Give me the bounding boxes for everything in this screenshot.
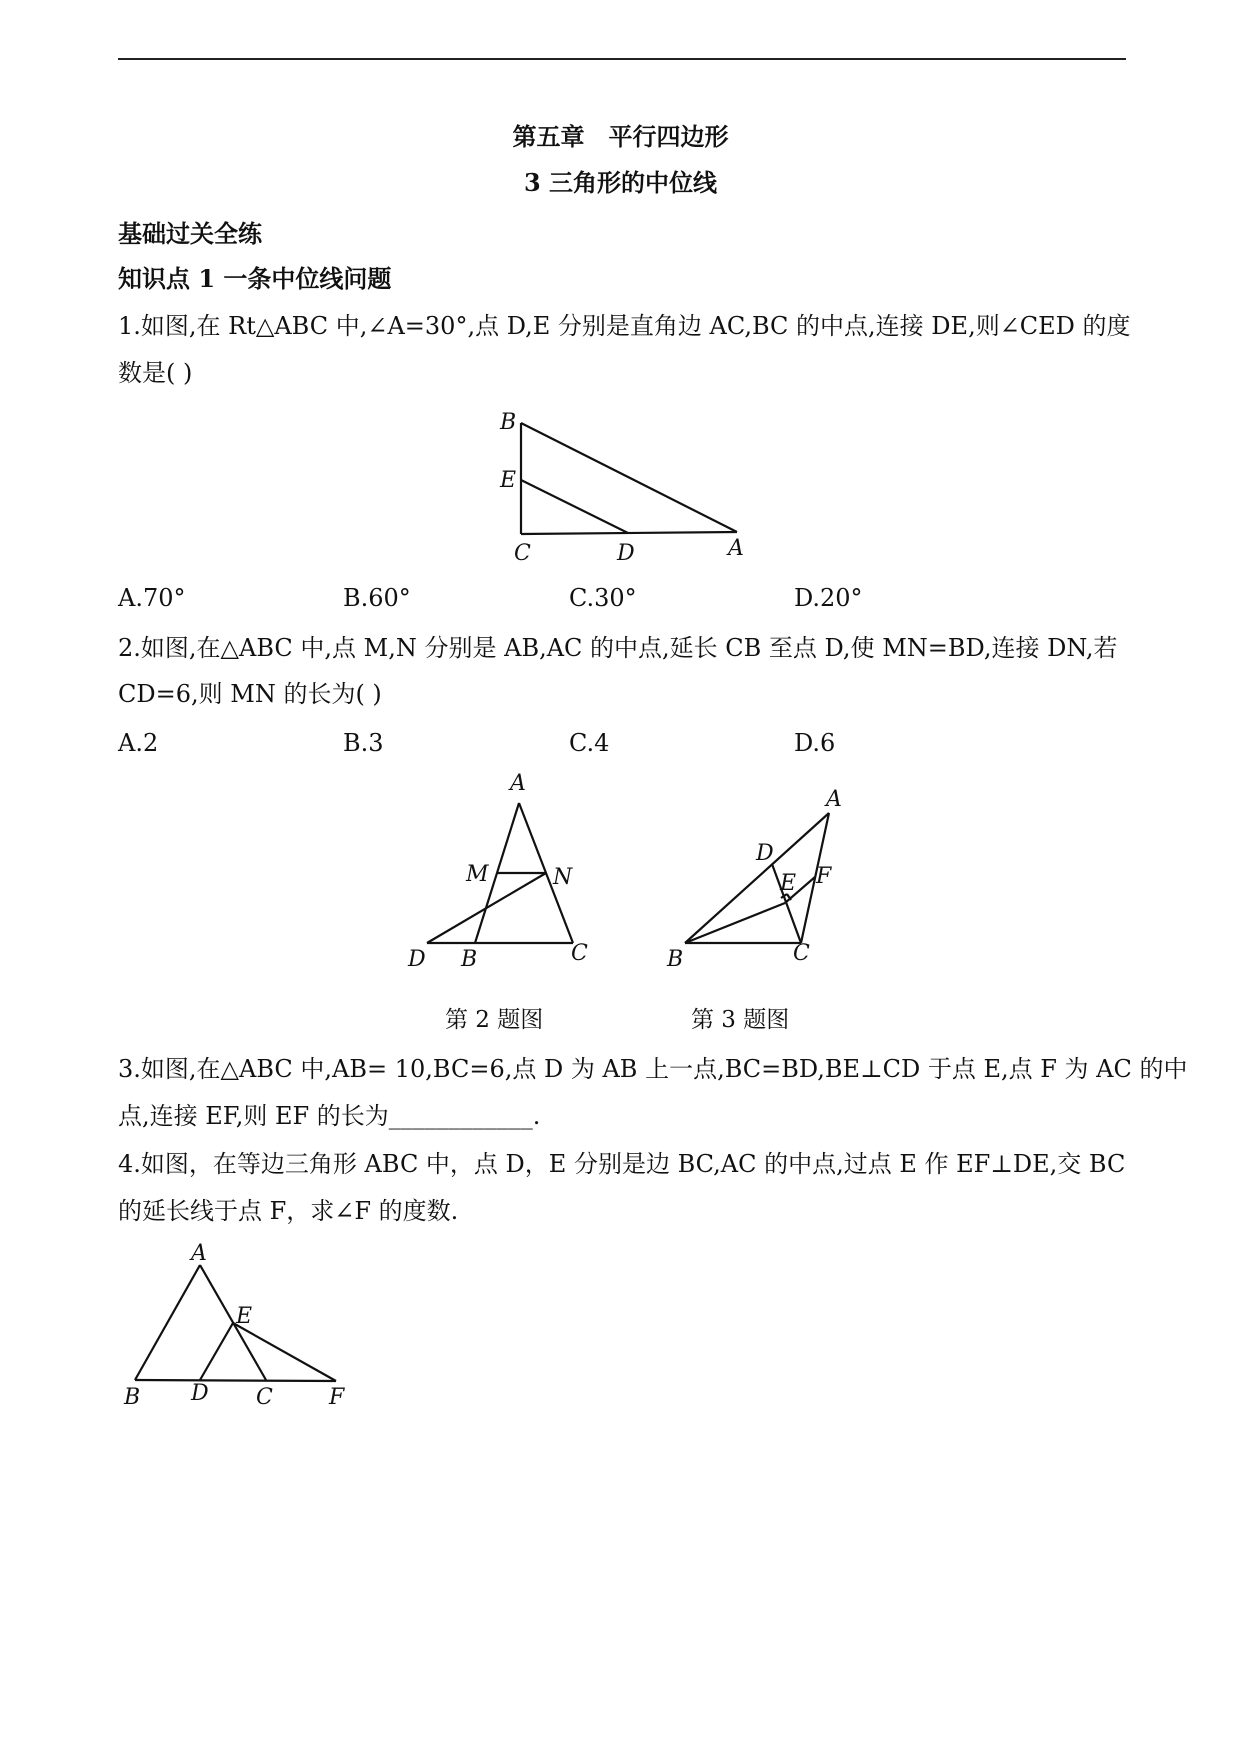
q1-label-D: D: [617, 541, 635, 566]
q1-option-a: A.70°: [118, 584, 186, 612]
q1-label-B: B: [500, 410, 517, 435]
section-title: 3 三角形的中位线: [523, 168, 718, 197]
q3-label-F: F: [816, 864, 832, 889]
q3-text-line1: 3.如图,在△ABC 中,AB= 10,BC=6,点 D 为 AB 上一点,BC=BD,BE⊥CD 于点 E,点 F 为 AC 的中: [118, 1055, 1188, 1083]
q3-label-E: E: [780, 871, 797, 896]
practice-heading: 基础过关全练: [118, 219, 262, 248]
q2-option-d: D.6: [794, 729, 836, 757]
q3-label-B: B: [667, 947, 684, 972]
q2-label-D: D: [408, 947, 426, 972]
knowledge-point-heading: 知识点 1 一条中位线问题: [118, 264, 392, 293]
q4-label-E: E: [236, 1304, 253, 1329]
q4-label-D: D: [191, 1381, 209, 1406]
q1-label-C: C: [514, 541, 531, 566]
q4-label-A: A: [191, 1241, 207, 1266]
q4-text-line1: 4.如图，在等边三角形 ABC 中，点 D，E 分别是边 BC,AC 的中点,过点 E 作 EF⊥DE,交 BC: [118, 1150, 1126, 1178]
q1-option-b: B.60°: [343, 584, 411, 612]
q1-option-c: C.30°: [569, 584, 637, 612]
q1-option-d: D.20°: [794, 584, 863, 612]
q4-label-B: B: [124, 1385, 141, 1410]
q2-option-c: C.4: [569, 729, 610, 757]
q3-label-C: C: [793, 941, 810, 966]
q2-label-M: M: [466, 862, 489, 887]
q2-text-line1: 2.如图,在△ABC 中,点 M,N 分别是 AB,AC 的中点,延长 CB 至点 D,使 MN=BD,连接 DN,若: [118, 634, 1118, 662]
q2-label-C: C: [571, 941, 588, 966]
q3-figure-caption: 第 3 题图: [691, 1007, 790, 1033]
q2-figure-caption: 第 2 题图: [445, 1007, 544, 1033]
q2-label-N: N: [553, 865, 573, 890]
q3-label-A: A: [826, 787, 842, 812]
q1-text-line1: 1.如图,在 Rt△ABC 中,∠A=30°,点 D,E 分别是直角边 AC,BC 的中点,连接 DE,则∠CED 的度: [118, 312, 1131, 340]
q1-label-E: E: [500, 468, 517, 493]
q2-option-b: B.3: [343, 729, 384, 757]
q2-option-a: A.2: [118, 729, 159, 757]
q1-label-A: A: [728, 536, 744, 561]
q2-label-A: A: [510, 771, 526, 796]
q3-text-line2: 点,连接 EF,则 EF 的长为____________.: [118, 1102, 541, 1130]
q1-text-line2: 数是( ): [118, 359, 193, 387]
q4-label-F: F: [329, 1385, 345, 1410]
q2-text-line2: CD=6,则 MN 的长为( ): [118, 680, 382, 708]
q2-label-B: B: [461, 947, 478, 972]
q3-label-D: D: [756, 841, 774, 866]
q4-label-C: C: [256, 1385, 273, 1410]
chapter-title: 第五章 平行四边形: [512, 122, 729, 151]
q4-text-line2: 的延长线于点 F，求∠F 的度数.: [118, 1197, 459, 1225]
